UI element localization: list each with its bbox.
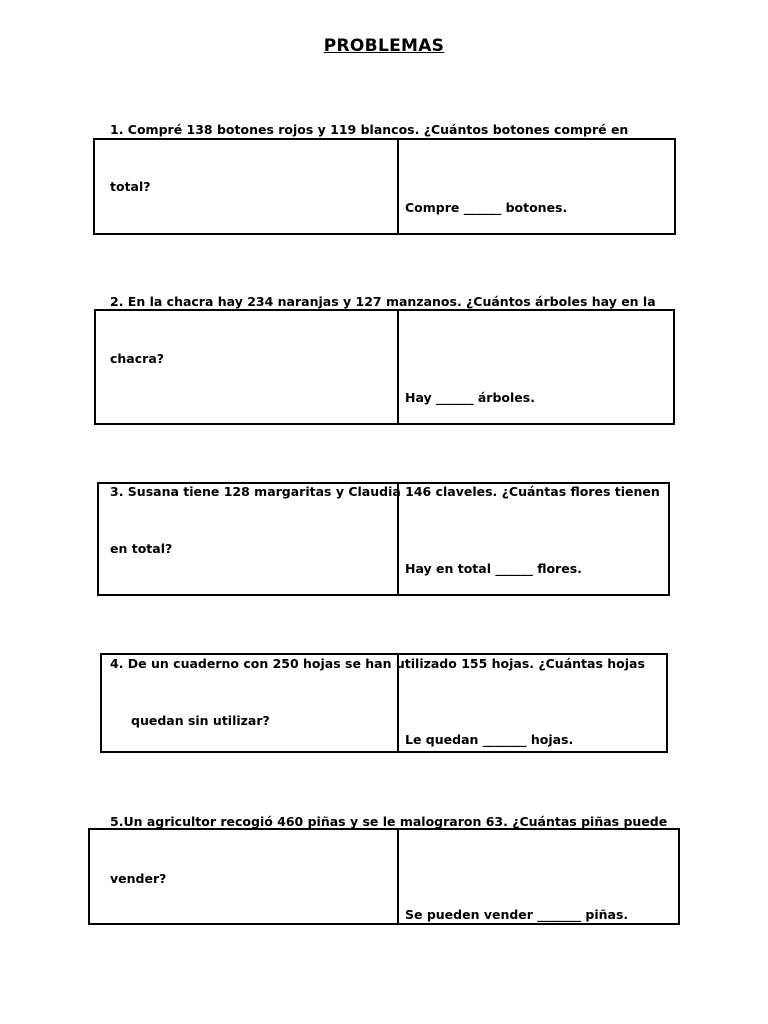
problem-3-question-line-2: en total? — [110, 541, 173, 556]
problem-1-answer-area[interactable] — [399, 140, 674, 233]
problem-2-answer-text: Hay ______ árboles. — [405, 390, 535, 405]
problem-5-question-line-2: vender? — [110, 871, 167, 886]
problem-3-question-line-1: 3. Susana tiene 128 margaritas y Claudia 146 claveles. ¿Cuántas flores tienen — [110, 484, 660, 499]
problem-2-work-area[interactable] — [96, 311, 399, 423]
problem-4-work-area[interactable] — [102, 655, 399, 751]
problem-1-work-area[interactable] — [95, 140, 399, 233]
problem-5-answer-text: Se pueden vender _______ piñas. — [405, 907, 629, 922]
problem-1-answer-text: Compre ______ botones. — [405, 200, 568, 215]
problem-3-answer-area[interactable] — [399, 484, 668, 594]
problem-1-question-line-2: total? — [110, 179, 151, 194]
problem-2-question-line-1: 2. En la chacra hay 234 naranjas y 127 manzanos. ¿Cuántos árboles hay en la — [110, 294, 656, 309]
problem-5-work-area[interactable] — [90, 830, 399, 923]
problem-5-answer-area[interactable] — [399, 830, 678, 923]
problem-2-answer-box — [94, 309, 675, 425]
problem-1-question-line-1: 1. Compré 138 botones rojos y 119 blancos. ¿Cuántos botones compré en — [110, 122, 629, 137]
problem-4-answer-area[interactable] — [399, 655, 666, 751]
problem-2-answer-area[interactable] — [399, 311, 673, 423]
problem-4-answer-text: Le quedan _______ hojas. — [405, 732, 574, 747]
problem-4-question-line-1: 4. De un cuaderno con 250 hojas se han utilizado 155 hojas. ¿Cuántas hojas — [110, 656, 645, 671]
problem-4-answer-box — [100, 653, 668, 753]
page-title: PROBLEMAS — [323, 36, 445, 56]
problem-5-answer-box — [88, 828, 680, 925]
problem-2-question-line-2: chacra? — [110, 351, 165, 366]
problem-5-question-line-1: 5.Un agricultor recogió 460 piñas y se le malograron 63. ¿Cuántas piñas puede — [110, 814, 668, 829]
problem-3-work-area[interactable] — [99, 484, 399, 594]
problem-3-answer-box — [97, 482, 670, 596]
problem-3-answer-text: Hay en total ______ flores. — [405, 561, 582, 576]
problem-4-question-line-2: quedan sin utilizar? — [131, 713, 270, 728]
problem-1-answer-box — [93, 138, 676, 235]
